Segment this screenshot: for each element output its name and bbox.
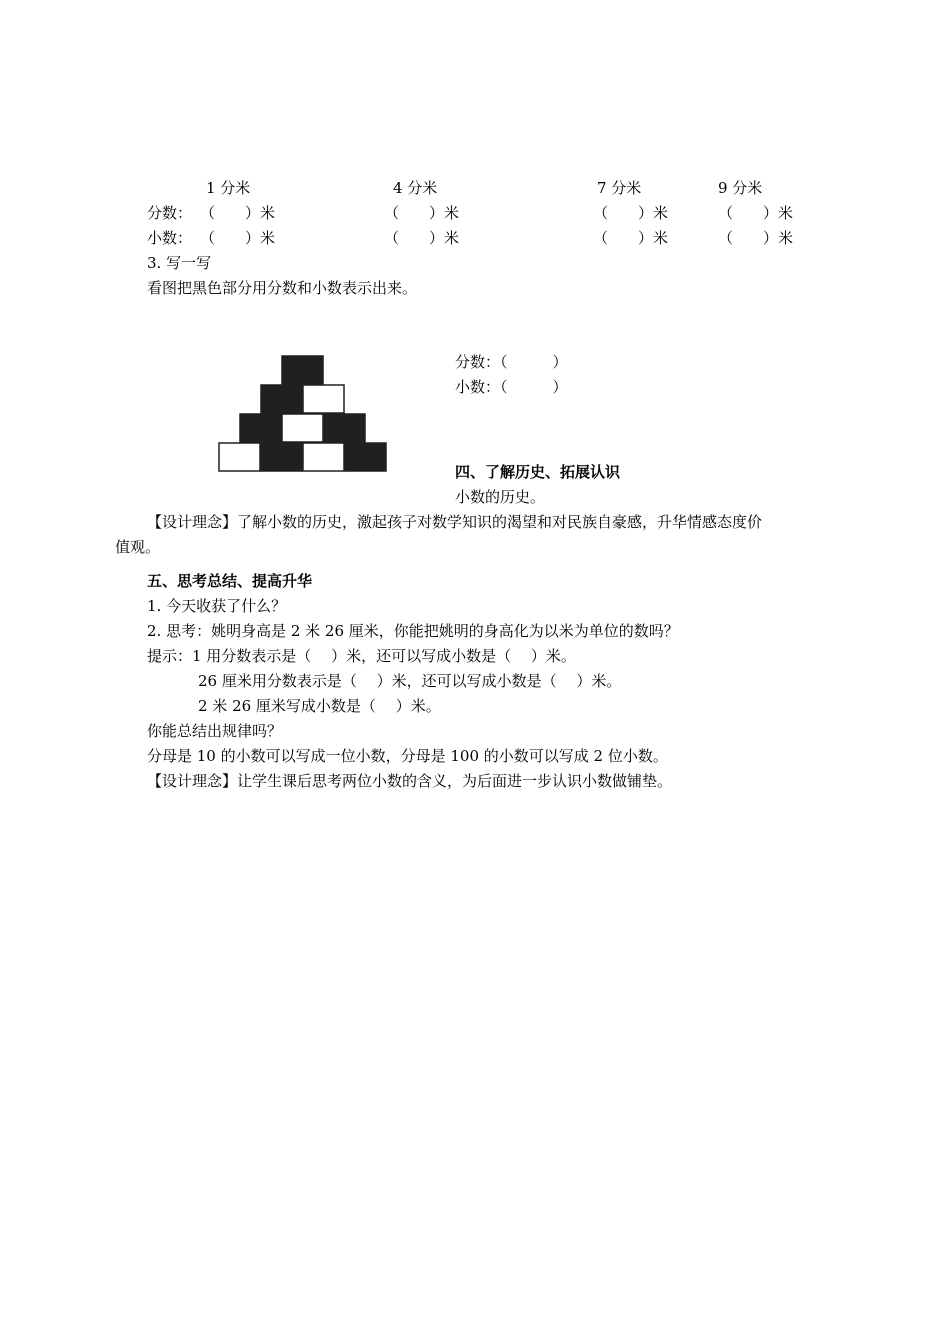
fraction-row-label: 分数： [147, 204, 193, 222]
pyramid-block-black [261, 385, 302, 413]
section5-hint-2: 26 厘米用分数表示是（ ）米，还可以写成小数是（ ）米。 [198, 672, 622, 690]
fraction-blank-3: （ ）米 [593, 204, 669, 222]
decimal-blank-4: （ ）米 [718, 229, 794, 247]
pyramid-block-white [219, 443, 260, 471]
section3-instruction: 看图把黑色部分用分数和小数表示出来。 [147, 279, 418, 297]
decimal-blank-1: （ ）米 [200, 229, 276, 247]
section5-answer: 分母是 10 的小数可以写成一位小数，分母是 100 的小数可以写成 2 位小数。 [147, 747, 668, 765]
section4-heading: 四、了解历史、拓展认识 [455, 463, 621, 481]
pyramid-block-black [240, 414, 281, 442]
pyramid-fraction-answer: 分数：（ ） [455, 353, 568, 371]
fraction-blank-2: （ ）米 [384, 204, 460, 222]
unit-label-1: 1 分米 [206, 179, 251, 197]
section5-question-1: 1. 今天收获了什么？ [147, 597, 287, 615]
pyramid-block-black [282, 356, 323, 384]
fraction-blank-1: （ ）米 [200, 204, 276, 222]
pyramid-block-black [261, 443, 302, 471]
pyramid-block-white [282, 414, 323, 442]
section5-hint-1: 提示：1 用分数表示是（ ）米，还可以写成小数是（ ）米。 [147, 647, 576, 665]
unit-label-4: 9 分米 [718, 179, 763, 197]
section5-question-2: 2. 思考：姚明身高是 2 米 26 厘米，你能把姚明的身高化为以米为单位的数吗？ [147, 622, 679, 640]
pyramid-block-black [324, 414, 365, 442]
block-pyramid-figure [218, 355, 388, 473]
section3-title: 3. 写一写 [147, 254, 212, 272]
unit-label-2: 4 分米 [393, 179, 438, 197]
decimal-blank-2: （ ）米 [384, 229, 460, 247]
pyramid-block-black [345, 443, 386, 471]
section4-text: 小数的历史。 [455, 488, 546, 506]
section4-design-note-cont: 值观。 [115, 538, 161, 556]
section5-heading: 五、思考总结、提高升华 [147, 572, 313, 590]
section5-hint-3: 2 米 26 厘米写成小数是（ ）米。 [198, 697, 441, 715]
section5-question-3: 你能总结出规律吗？ [147, 722, 283, 740]
section4-design-note: 【设计理念】了解小数的历史，激起孩子对数学知识的渴望和对民族自豪感，升华情感态度价 [147, 513, 763, 531]
decimal-blank-3: （ ）米 [593, 229, 669, 247]
fraction-blank-4: （ ）米 [718, 204, 794, 222]
unit-label-3: 7 分米 [597, 179, 642, 197]
decimal-row-label: 小数： [147, 229, 193, 247]
pyramid-block-white [303, 443, 344, 471]
pyramid-block-white [303, 385, 344, 413]
section5-design-note: 【设计理念】让学生课后思考两位小数的含义，为后面进一步认识小数做铺垫。 [147, 772, 673, 790]
pyramid-decimal-answer: 小数：（ ） [455, 378, 568, 396]
